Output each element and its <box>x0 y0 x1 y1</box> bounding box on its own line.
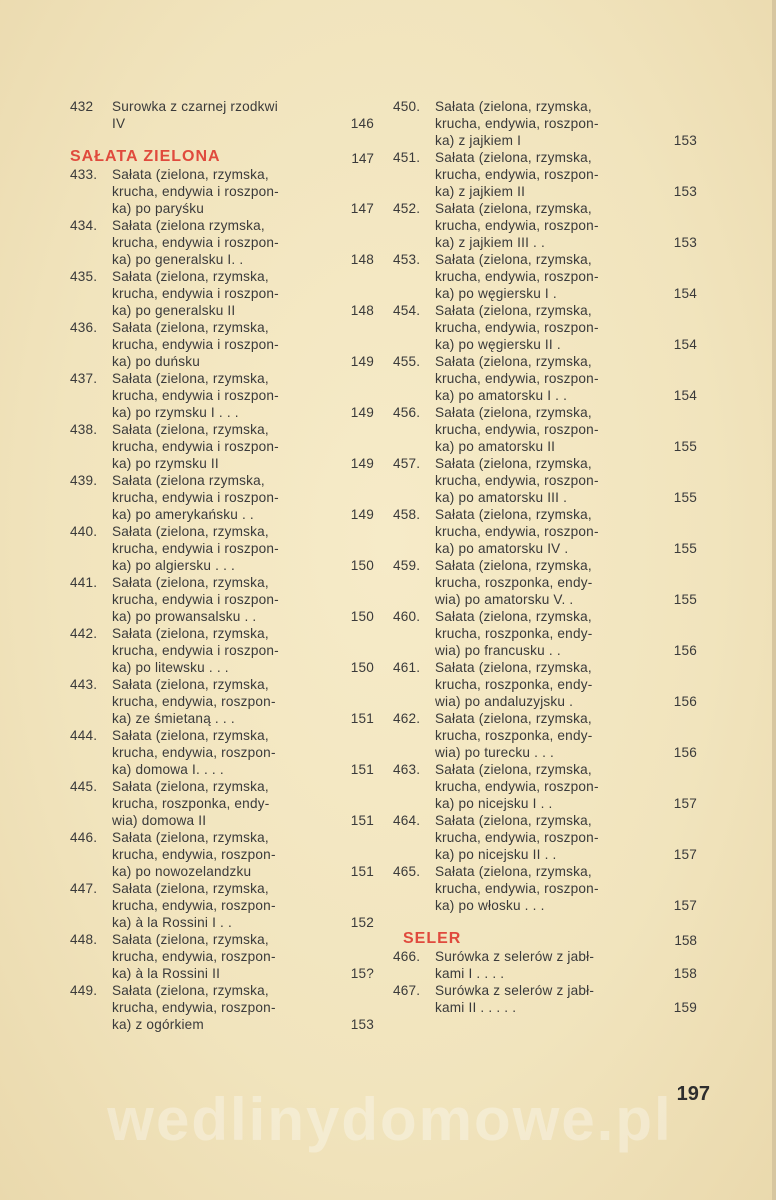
recipe-title: Sałata (zielona, rzymska, krucha, endywia, roszpon- ka) po nowozelandzku <box>112 830 276 879</box>
recipe-title: Sałata (zielona, rzymska, krucha, endywia, roszpon- ka) po amatorsku III . <box>435 456 599 505</box>
recipe-page-number: 153 <box>673 235 697 250</box>
index-entry <box>70 625 380 676</box>
recipe-page-number: 147 <box>350 201 374 216</box>
index-entry <box>393 200 703 251</box>
recipe-page-number: 154 <box>673 286 697 301</box>
recipe-title: Sałata (zielona, rzymska, krucha, endywia, roszpon- ka) po amatorsku I . . <box>435 354 599 403</box>
recipe-title: Sałata (zielona, rzymska, krucha, endywia i roszpon- ka) po litewsku . . . <box>112 626 279 675</box>
recipe-page-number: 146 <box>350 116 374 131</box>
recipe-page-number: 15? <box>350 966 374 981</box>
page-edge <box>772 0 776 1200</box>
recipe-page-number: 151 <box>350 762 374 777</box>
recipe-title: Sałata (zielona, rzymska, krucha, endywia, roszpon- ka) po włosku . . . <box>435 864 599 913</box>
recipe-number: 457. <box>393 456 421 471</box>
index-entry <box>393 353 703 404</box>
right-column <box>393 98 703 1016</box>
index-entry <box>70 319 380 370</box>
recipe-title: Sałata (zielona, rzymska, krucha, endywia, roszpon- ka) po amatorsku IV . <box>435 507 599 556</box>
section-page-number: 158 <box>674 933 697 948</box>
index-entry <box>70 829 380 880</box>
section-heading <box>70 132 380 166</box>
recipe-number: 460. <box>393 609 421 624</box>
recipe-page-number: 153 <box>673 133 697 148</box>
left-column <box>70 98 380 1033</box>
index-entry <box>393 251 703 302</box>
recipe-number: 440. <box>70 524 98 539</box>
recipe-title: Sałata (zielona, rzymska, krucha, roszponka, endy- wia) po andaluzyjsku . <box>435 660 593 709</box>
recipe-number: 459. <box>393 558 421 573</box>
recipe-page-number: 149 <box>350 456 374 471</box>
index-entry <box>393 659 703 710</box>
recipe-number: 465. <box>393 864 421 879</box>
recipe-page-number: 149 <box>350 405 374 420</box>
index-entry <box>70 574 380 625</box>
recipe-number: 450. <box>393 99 421 114</box>
recipe-number: 443. <box>70 677 98 692</box>
recipe-title: Sałata (zielona, rzymska, krucha, endywia i roszpon- ka) po prowansalsku . . <box>112 575 279 624</box>
recipe-number: 445. <box>70 779 98 794</box>
recipe-page-number: 154 <box>673 388 697 403</box>
recipe-page-number: 158 <box>673 966 697 981</box>
recipe-number: 464. <box>393 813 421 828</box>
recipe-number: 432 <box>70 99 94 114</box>
section-heading <box>393 914 703 948</box>
index-entry <box>70 523 380 574</box>
index-entry <box>393 557 703 608</box>
recipe-page-number: 157 <box>673 847 697 862</box>
recipe-title: Sałata (zielona, rzymska, krucha, endywia i roszpon- ka) po generalsku II <box>112 269 279 318</box>
recipe-number: 462. <box>393 711 421 726</box>
recipe-title: Surowka z czarnej rzodkwi IV <box>112 99 278 131</box>
recipe-title: Sałata (zielona, rzymska, krucha, endywia, roszpon- ka) z jajkiem I <box>435 99 599 148</box>
index-entry <box>70 98 380 132</box>
recipe-title: Sałata (zielona, rzymska, krucha, endywia, roszpon- ka) domowa I. . . . <box>112 728 276 777</box>
recipe-number: 439. <box>70 473 98 488</box>
recipe-page-number: 151 <box>350 813 374 828</box>
recipe-number: 438. <box>70 422 98 437</box>
recipe-number: 442. <box>70 626 98 641</box>
recipe-title: Sałata (zielona, rzymska, krucha, endywia, roszpon- ka) z ogórkiem <box>112 983 276 1032</box>
index-entry <box>70 880 380 931</box>
recipe-page-number: 153 <box>350 1017 374 1032</box>
recipe-page-number: 151 <box>350 711 374 726</box>
recipe-number: 441. <box>70 575 98 590</box>
recipe-number: 447. <box>70 881 98 896</box>
recipe-title: Sałata (zielona, rzymska, krucha, endywia, roszpon- ka) po nicejsku II . . <box>435 813 599 862</box>
recipe-title: Sałata (zielona, rzymska, krucha, endywia, roszpon- ka) à la Rossini II <box>112 932 276 981</box>
recipe-page-number: 157 <box>673 898 697 913</box>
recipe-number: 455. <box>393 354 421 369</box>
recipe-number: 446. <box>70 830 98 845</box>
section-title: SAŁATA ZIELONA <box>70 148 221 165</box>
recipe-title: Sałata (zielona, rzymska, krucha, endywia i roszpon- ka) po duńsku <box>112 320 279 369</box>
recipe-number: 463. <box>393 762 421 777</box>
recipe-title: Sałata (zielona, rzymska, krucha, endywia, roszpon- ka) po węgiersku II . <box>435 303 599 352</box>
index-entry <box>70 931 380 982</box>
recipe-title: Sałata (zielona, rzymska, krucha, endywia i roszpon- ka) po algiersku . . . <box>112 524 279 573</box>
recipe-number: 435. <box>70 269 98 284</box>
recipe-page-number: 156 <box>673 694 697 709</box>
recipe-number: 453. <box>393 252 421 267</box>
index-entry <box>393 506 703 557</box>
index-entry <box>70 778 380 829</box>
index-entry <box>393 948 703 982</box>
index-entry <box>70 982 380 1033</box>
recipe-title: Sałata (zielona, rzymska, krucha, endywia i roszpon- ka) po rzymsku I . . . <box>112 371 279 420</box>
recipe-page-number: 152 <box>350 915 374 930</box>
recipe-title: Sałata (zielona, rzymska, krucha, endywia, roszpon- ka) po węgiersku I . <box>435 252 599 301</box>
recipe-page-number: 159 <box>673 1000 697 1015</box>
recipe-number: 461. <box>393 660 421 675</box>
index-entry <box>393 710 703 761</box>
recipe-page-number: 155 <box>673 439 697 454</box>
index-entry <box>393 863 703 914</box>
recipe-page-number: 149 <box>350 354 374 369</box>
recipe-title: Surówka z selerów z jabł- kami II . . . . . <box>435 983 595 1015</box>
index-entry <box>393 812 703 863</box>
page-number: 197 <box>676 1083 710 1105</box>
index-entry <box>70 217 380 268</box>
recipe-number: 433. <box>70 167 98 182</box>
recipe-page-number: 155 <box>673 541 697 556</box>
recipe-title: Sałata (zielona rzymska, krucha, endywia i roszpon- ka) po generalsku I. . <box>112 218 279 267</box>
recipe-title: Sałata (zielona, rzymska, krucha, endywia, roszpon- ka) z jajkiem III . . <box>435 201 599 250</box>
recipe-title: Sałata (zielona, rzymska, krucha, endywia, roszpon- ka) à la Rossini I . . <box>112 881 276 930</box>
recipe-number: 451. <box>393 150 421 165</box>
recipe-number: 434. <box>70 218 98 233</box>
index-entry <box>393 302 703 353</box>
recipe-number: 467. <box>393 983 421 998</box>
recipe-number: 444. <box>70 728 98 743</box>
recipe-page-number: 150 <box>350 660 374 675</box>
recipe-page-number: 150 <box>350 558 374 573</box>
recipe-number: 456. <box>393 405 421 420</box>
recipe-title: Sałata (zielona, rzymska, krucha, endywia i roszpon- ka) po paryśku <box>112 167 279 216</box>
recipe-page-number: 155 <box>673 490 697 505</box>
recipe-title: Sałata (zielona rzymska, krucha, endywia i roszpon- ka) po amerykańsku . . <box>112 473 279 522</box>
index-entry <box>70 268 380 319</box>
recipe-title: Sałata (zielona, rzymska, krucha, endywia, roszpon- ka) po nicejsku I . . <box>435 762 599 811</box>
index-entry <box>393 149 703 200</box>
recipe-number: 454. <box>393 303 421 318</box>
recipe-number: 458. <box>393 507 421 522</box>
recipe-number: 436. <box>70 320 98 335</box>
recipe-title: Sałata (zielona, rzymska, krucha, roszponka, endy- wia) po francusku . . <box>435 609 593 658</box>
index-entry <box>393 98 703 149</box>
index-entry <box>393 404 703 455</box>
index-entry <box>393 982 703 1016</box>
section-title: SELER <box>403 930 462 947</box>
recipe-page-number: 156 <box>673 643 697 658</box>
recipe-number: 452. <box>393 201 421 216</box>
watermark: wedlinydomowe.pl <box>107 1086 673 1153</box>
index-entry <box>393 761 703 812</box>
recipe-page-number: 155 <box>673 592 697 607</box>
recipe-title: Sałata (zielona, rzymska, krucha, roszponka, endy- wia) domowa II <box>112 779 270 828</box>
recipe-page-number: 156 <box>673 745 697 760</box>
recipe-title: Surówka z selerów z jabł- kami I . . . . <box>435 949 595 981</box>
recipe-page-number: 150 <box>350 609 374 624</box>
index-entry <box>70 370 380 421</box>
index-entry <box>70 727 380 778</box>
recipe-page-number: 148 <box>350 303 374 318</box>
recipe-title: Sałata (zielona, rzymska, krucha, roszponka, endy- wia) po amatorsku V. . <box>435 558 593 607</box>
recipe-page-number: 153 <box>673 184 697 199</box>
recipe-number: 448. <box>70 932 98 947</box>
recipe-number: 466. <box>393 949 421 964</box>
index-entry <box>70 472 380 523</box>
recipe-title: Sałata (zielona, rzymska, krucha, endywia, roszpon- ka) po amatorsku II <box>435 405 599 454</box>
index-entry <box>70 166 380 217</box>
recipe-page-number: 157 <box>673 796 697 811</box>
recipe-number: 449. <box>70 983 98 998</box>
recipe-title: Sałata (zielona, rzymska, krucha, endywia, roszpon- ka) z jajkiem II <box>435 150 599 199</box>
index-entry <box>70 676 380 727</box>
recipe-page-number: 151 <box>350 864 374 879</box>
recipe-number: 437. <box>70 371 98 386</box>
index-entry <box>70 421 380 472</box>
recipe-page-number: 149 <box>350 507 374 522</box>
index-entry <box>393 455 703 506</box>
recipe-title: Sałata (zielona, rzymska, krucha, roszponka, endy- wia) po turecku . . . <box>435 711 593 760</box>
recipe-page-number: 154 <box>673 337 697 352</box>
recipe-title: Sałata (zielona, rzymska, krucha, endywia i roszpon- ka) po rzymsku II <box>112 422 279 471</box>
index-entry <box>393 608 703 659</box>
recipe-title: Sałata (zielona, rzymska, krucha, endywia, roszpon- ka) ze śmietaną . . . <box>112 677 276 726</box>
recipe-page-number: 148 <box>350 252 374 267</box>
section-page-number: 147 <box>351 151 374 166</box>
